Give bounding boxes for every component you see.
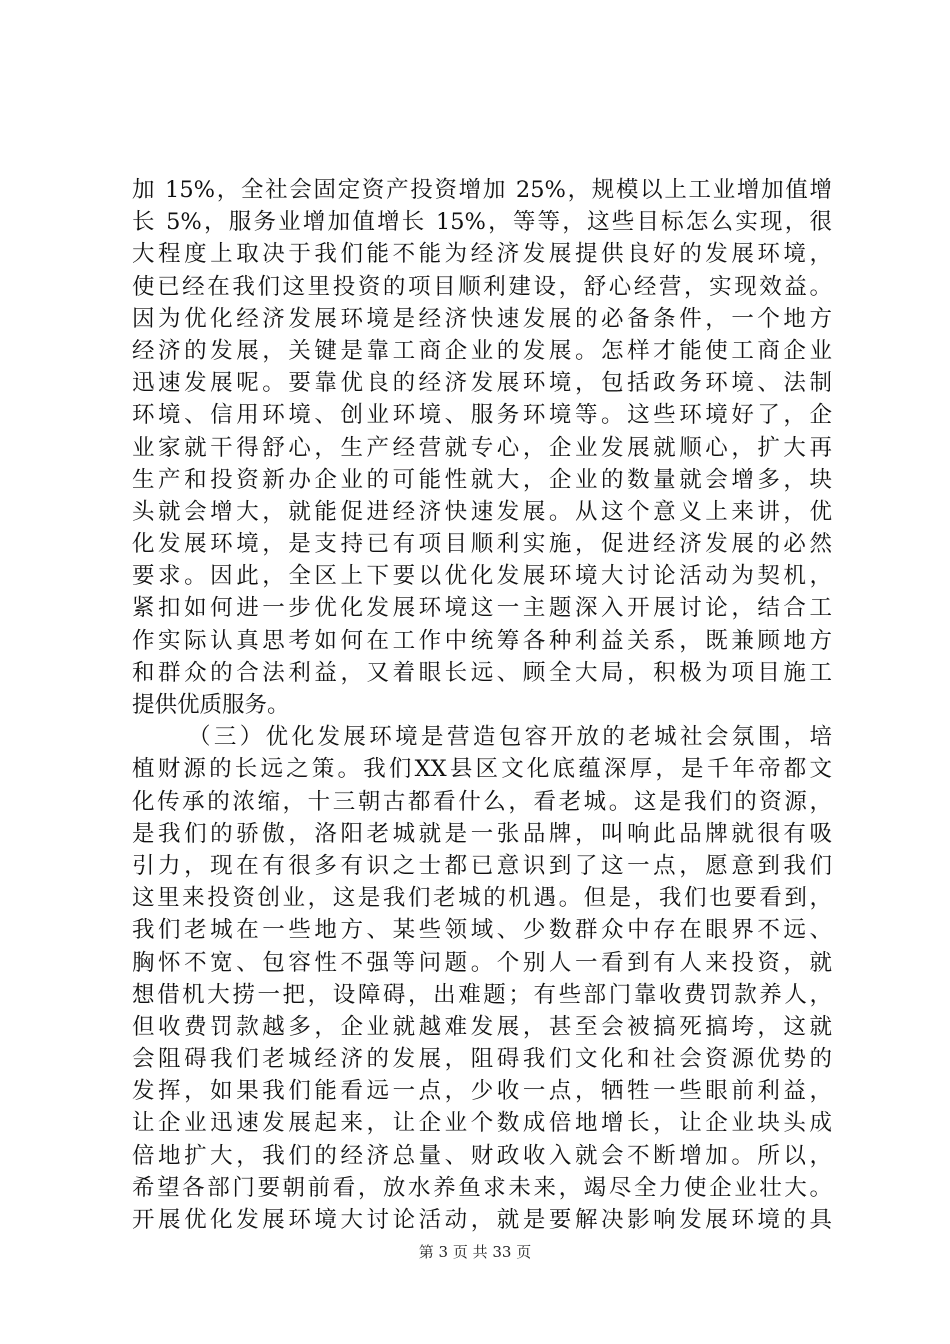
text-line: 经济的发展，关键是靠工商企业的发展。怎样才能使工商企业 — [132, 337, 832, 364]
text-line: 是我们的骄傲，洛阳老城就是一张品牌，叫响此品牌就很有吸 — [132, 820, 832, 847]
body-text — [132, 174, 832, 1236]
text-line: 作实际认真思考如何在工作中统筹各种利益关系，既兼顾地方 — [132, 627, 832, 654]
text-line: 头就会增大，就能促进经济快速发展。从这个意义上来讲，优 — [132, 498, 832, 525]
text-line: 紧扣如何进一步优化发展环境这一主题深入开展讨论，结合工 — [132, 595, 832, 622]
text-line: 迅速发展呢。要靠优良的经济发展环境，包括政务环境、法制 — [132, 370, 832, 397]
text-line: 生产和投资新办企业的可能性就大，企业的数量就会增多，块 — [132, 466, 832, 493]
text-line: 环境、信用环境、创业环境、服务环境等。这些环境好了，企 — [132, 402, 832, 429]
text-line: 使已经在我们这里投资的项目顺利建设，舒心经营，实现效益。 — [132, 273, 832, 300]
text-line: 我们老城在一些地方、某些领域、少数群众中存在眼界不远、 — [132, 917, 832, 944]
paragraph-end-line: 提供优质服务。 — [132, 692, 290, 718]
page-number-footer: 第 3 页 共 33 页 — [418, 1243, 532, 1261]
text-line: 植财源的长远之策。我们XX县区文化底蕴深厚，是千年帝都文 — [132, 756, 832, 783]
text-line: 倍地扩大，我们的经济总量、财政收入就会不断增加。所以， — [132, 1142, 832, 1169]
text-line: 但收费罚款越多，企业就越难发展，甚至会被搞死搞垮，这就 — [132, 1013, 832, 1040]
text-line: 因为优化经济发展环境是经济快速发展的必备条件，一个地方 — [132, 305, 832, 332]
text-line: 业家就干得舒心，生产经营就专心，企业发展就顺心，扩大再 — [132, 434, 832, 461]
text-line: 和群众的合法利益，又着眼长远、顾全大局，积极为项目施工 — [132, 659, 832, 686]
text-line: 引力，现在有很多有识之士都已意识到了这一点，愿意到我们 — [132, 852, 832, 879]
text-line: 让企业迅速发展起来，让企业个数成倍地增长，让企业块头成 — [132, 1110, 832, 1137]
text-line: 化传承的浓缩，十三朝古都看什么，看老城。这是我们的资源， — [132, 788, 832, 815]
section-heading-line: （三）优化发展环境是营造包容开放的老城社会氛围，培 — [188, 724, 832, 751]
text-line: 长 5%，服务业增加值增长 15%，等等，这些目标怎么实现，很 — [132, 209, 832, 236]
text-line: 要求。因此，全区上下要以优化发展环境大讨论活动为契机， — [132, 563, 832, 590]
text-line: 胸怀不宽、包容性不强等问题。个别人一看到有人来投资，就 — [132, 949, 832, 976]
text-line: 加 15%，全社会固定资产投资增加 25%，规模以上工业增加值增 — [132, 177, 832, 203]
text-line: 大程度上取决于我们能不能为经济发展提供良好的发展环境， — [132, 241, 832, 268]
text-line: 这里来投资创业，这是我们老城的机遇。但是，我们也要看到， — [132, 885, 832, 912]
text-line: 会阻碍我们老城经济的发展，阻碍我们文化和社会资源优势的 — [132, 1046, 832, 1073]
text-line: 开展优化发展环境大讨论活动，就是要解决影响发展环境的具 — [132, 1207, 832, 1233]
text-line: 发挥，如果我们能看远一点，少收一点，牺牲一些眼前利益， — [132, 1078, 832, 1105]
text-line: 想借机大捞一把，设障碍，出难题；有些部门靠收费罚款养人， — [132, 981, 832, 1008]
text-line: 希望各部门要朝前看，放水养鱼求未来，竭尽全力使企业壮大。 — [132, 1174, 832, 1201]
text-line: 化发展环境，是支持已有项目顺利实施，促进经济发展的必然 — [132, 531, 832, 558]
